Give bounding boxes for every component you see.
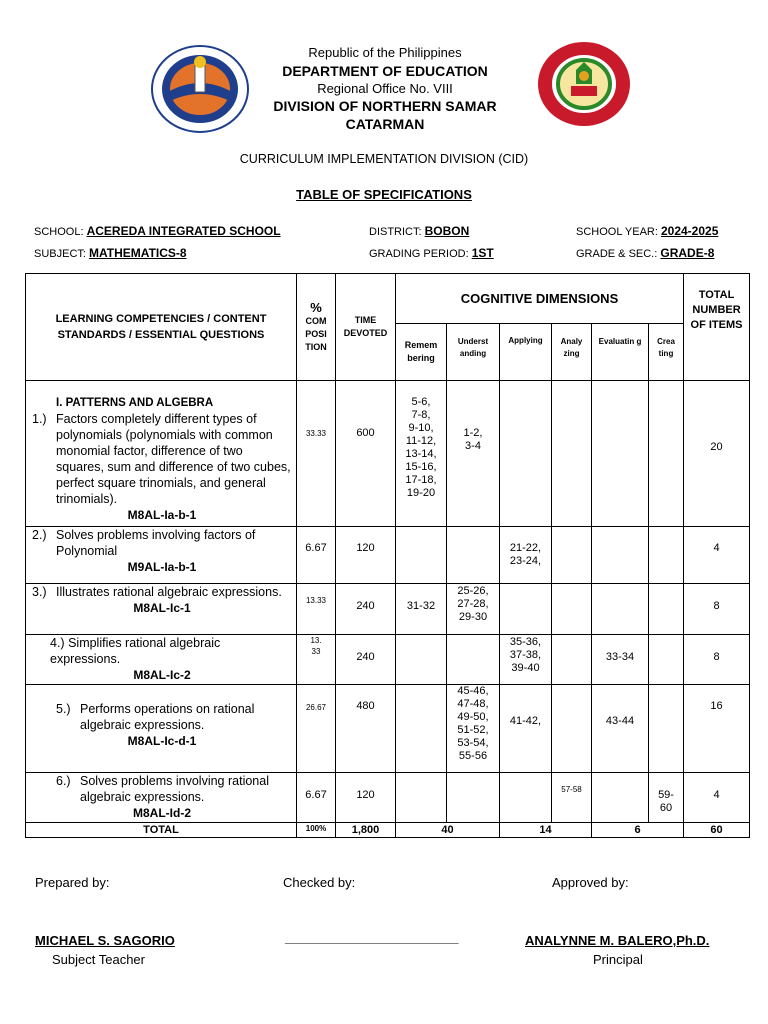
- applying-cell: [500, 381, 552, 527]
- understanding-cell: 45-46, 47-48, 49-50, 51-52, 53-54, 55-56: [447, 685, 500, 773]
- table-row: [26, 527, 750, 584]
- header-time: TIME DEVOTED: [336, 274, 396, 381]
- header-evaluating: Evaluatin g: [592, 324, 649, 381]
- total-percent: 100%: [297, 823, 336, 838]
- period-info: [369, 246, 494, 260]
- competency-cell: [26, 773, 297, 823]
- district-label: DISTRICT:: [369, 226, 422, 238]
- analyzing-cell: [552, 635, 592, 685]
- evaluating-cell: [592, 381, 649, 527]
- approved-by-label: Approved by:: [552, 875, 629, 890]
- competency-cell: [26, 381, 297, 527]
- percent-cell: 26.67: [297, 685, 336, 773]
- item-number: 5.): [56, 702, 71, 716]
- percent-symbol: %: [310, 300, 322, 315]
- competency-text: Factors completely different types of polynomials (polynomials with common monomial factor, difference of two squares, sum and difference of two cubes, perfect square trinomials, and general trinomials).: [56, 412, 291, 506]
- competency-text: Performs operations on rational algebraic expressions.: [80, 702, 255, 732]
- total-label: TOTAL: [26, 823, 297, 838]
- item-number: 4.): [50, 636, 65, 650]
- subject-label: SUBJECT:: [34, 248, 86, 260]
- applying-cell: [500, 773, 552, 823]
- school-year-value: 2024-2025: [660, 224, 719, 238]
- competency-text: Solves problems involving factors of Polynomial: [56, 528, 256, 558]
- svg-text:★ ★ ★: ★ ★ ★: [190, 50, 210, 57]
- remembering-cell: [396, 527, 447, 584]
- prepared-by-title: Subject Teacher: [52, 952, 145, 967]
- remembering-cell: [396, 685, 447, 773]
- percent-cell: 6.67: [297, 773, 336, 823]
- district-info: [369, 224, 469, 238]
- approved-by-name: ANALYNNE M. BALERO,Ph.D.: [525, 933, 710, 948]
- remembering-cell: 31-32: [396, 584, 447, 635]
- department-title: DEPARTMENT OF EDUCATION: [282, 63, 488, 79]
- creating-cell: [649, 527, 684, 584]
- applying-cell: 21-22, 23-24,: [500, 527, 552, 584]
- applying-cell: 35-36, 37-38, 39-40: [500, 635, 552, 685]
- region-line: Regional Office No. VIII: [317, 81, 453, 96]
- understanding-cell: [447, 527, 500, 584]
- grade-value: GRADE-8: [660, 246, 715, 260]
- applying-cell: [500, 584, 552, 635]
- total-rem-und: 40: [396, 823, 500, 838]
- competency-cell: [26, 527, 297, 584]
- evaluating-cell: [592, 527, 649, 584]
- total-eva-cre: 6: [592, 823, 684, 838]
- checked-by-signature-line: ________________________: [285, 930, 459, 945]
- republic-line: Republic of the Philippines: [308, 45, 462, 60]
- total-items: 60: [684, 823, 750, 838]
- analyzing-cell: [552, 685, 592, 773]
- header-competencies: LEARNING COMPETENCIES / CONTENT STANDARDS / ESSENTIAL QUESTIONS: [26, 274, 297, 381]
- analyzing-cell: [552, 381, 592, 527]
- header-total: TOTAL NUMBER OF ITEMS: [684, 274, 750, 381]
- header-percent: [297, 274, 336, 381]
- evaluating-cell: 43-44: [592, 685, 649, 773]
- total-row: [26, 823, 750, 838]
- grade-info: [576, 246, 714, 260]
- total-cell: 20: [684, 381, 750, 527]
- header-understanding: Underst anding: [447, 324, 500, 381]
- period-label: GRADING PERIOD:: [369, 248, 469, 260]
- competency-code: M9AL-Ia-b-1: [127, 560, 197, 574]
- time-cell: 240: [336, 635, 396, 685]
- total-time: 1,800: [336, 823, 396, 838]
- time-cell: 240: [336, 584, 396, 635]
- percent-cell: 13.33: [297, 584, 336, 635]
- header-analyzing: Analy zing: [552, 324, 592, 381]
- remembering-cell: [396, 773, 447, 823]
- analyzing-cell: [552, 584, 592, 635]
- header-cognitive: COGNITIVE DIMENSIONS: [396, 274, 684, 324]
- table-row: [26, 381, 750, 527]
- district-value: BOBON: [424, 224, 470, 238]
- creating-cell: [649, 635, 684, 685]
- item-number: 2.): [32, 528, 47, 542]
- school-value: ACEREDA INTEGRATED SCHOOL: [86, 224, 281, 238]
- analyzing-cell: 57-58: [552, 773, 592, 823]
- total-cell: 16: [684, 685, 750, 773]
- creating-cell: [649, 685, 684, 773]
- subject-info: [34, 246, 187, 260]
- applying-cell: 41-42,: [500, 685, 552, 773]
- school-year-label: SCHOOL YEAR:: [576, 226, 658, 238]
- evaluating-cell: 33-34: [592, 635, 649, 685]
- understanding-cell: 25-26, 27-28, 29-30: [447, 584, 500, 635]
- time-cell: 120: [336, 773, 396, 823]
- prepared-by-name: MICHAEL S. SAGORIO: [35, 933, 175, 948]
- period-value: 1ST: [471, 246, 494, 260]
- evaluating-cell: [592, 584, 649, 635]
- item-number: 1.): [32, 412, 47, 426]
- section-heading: I. PATTERNS AND ALGEBRA: [56, 397, 214, 409]
- header-remembering: Remem bering: [396, 324, 447, 381]
- competency-text: Solves problems involving rational algebraic expressions.: [80, 774, 269, 804]
- prepared-by-label: Prepared by:: [35, 875, 110, 890]
- item-number: 6.): [56, 774, 71, 788]
- time-cell: 600: [336, 381, 396, 527]
- specifications-table: [25, 273, 750, 838]
- total-cell: 4: [684, 773, 750, 823]
- percent-cell: 33.33: [297, 381, 336, 527]
- understanding-cell: [447, 635, 500, 685]
- total-cell: 8: [684, 635, 750, 685]
- percent-cell: 6.67: [297, 527, 336, 584]
- time-cell: 480: [336, 685, 396, 773]
- understanding-cell: 1-2, 3-4: [447, 381, 500, 527]
- evaluating-cell: [592, 773, 649, 823]
- division-title: DIVISION OF NORTHERN SAMAR: [273, 98, 497, 114]
- header-applying: Applying: [500, 324, 552, 381]
- time-cell: 120: [336, 527, 396, 584]
- subject-value: MATHEMATICS-8: [89, 246, 187, 260]
- school-label: SCHOOL:: [34, 226, 84, 238]
- header-creating: Crea ting: [649, 324, 684, 381]
- understanding-cell: [447, 773, 500, 823]
- competency-cell: [26, 635, 297, 685]
- competency-code: M8AL-Id-2: [133, 806, 191, 820]
- analyzing-cell: [552, 527, 592, 584]
- table-row: [26, 584, 750, 635]
- total-cell: 8: [684, 584, 750, 635]
- school-info: [34, 224, 281, 238]
- checked-by-label: Checked by:: [283, 875, 356, 890]
- approved-by-title: Principal: [593, 952, 643, 967]
- competency-cell: [26, 584, 297, 635]
- remembering-cell: [396, 635, 447, 685]
- document-title: TABLE OF SPECIFICATIONS: [296, 187, 472, 202]
- competency-code: M8AL-Ic-2: [133, 668, 191, 682]
- school-year-info: [576, 224, 718, 238]
- grade-label: GRADE & SEC.:: [576, 248, 658, 260]
- table-row: [26, 685, 750, 773]
- competency-cell: [26, 685, 297, 773]
- competency-code: M8AL-Ic-1: [133, 601, 191, 615]
- percent-cell: 13. 33: [297, 635, 336, 685]
- cid-title: CURRICULUM IMPLEMENTATION DIVISION (CID): [239, 152, 529, 166]
- total-cell: 4: [684, 527, 750, 584]
- table-row: [26, 773, 750, 823]
- competency-text: Simplifies rational algebraic expressions.: [50, 636, 221, 666]
- competency-code: M8AL-Ic-d-1: [127, 734, 197, 748]
- remembering-cell: 5-6, 7-8, 9-10, 11-12, 13-14, 15-16, 17-18, 19-20: [396, 381, 447, 527]
- city-title: CATARMAN: [345, 116, 425, 132]
- creating-cell: [649, 381, 684, 527]
- total-app-ana: 14: [500, 823, 592, 838]
- percent-label: COM POSI TION: [305, 316, 327, 352]
- creating-cell: [649, 584, 684, 635]
- competency-text: Illustrates rational algebraic expressions.: [56, 585, 282, 599]
- competency-code: M8AL-Ia-b-1: [127, 508, 197, 522]
- creating-cell: 59- 60: [649, 773, 684, 823]
- table-row: [26, 635, 750, 685]
- item-number: 3.): [32, 585, 47, 599]
